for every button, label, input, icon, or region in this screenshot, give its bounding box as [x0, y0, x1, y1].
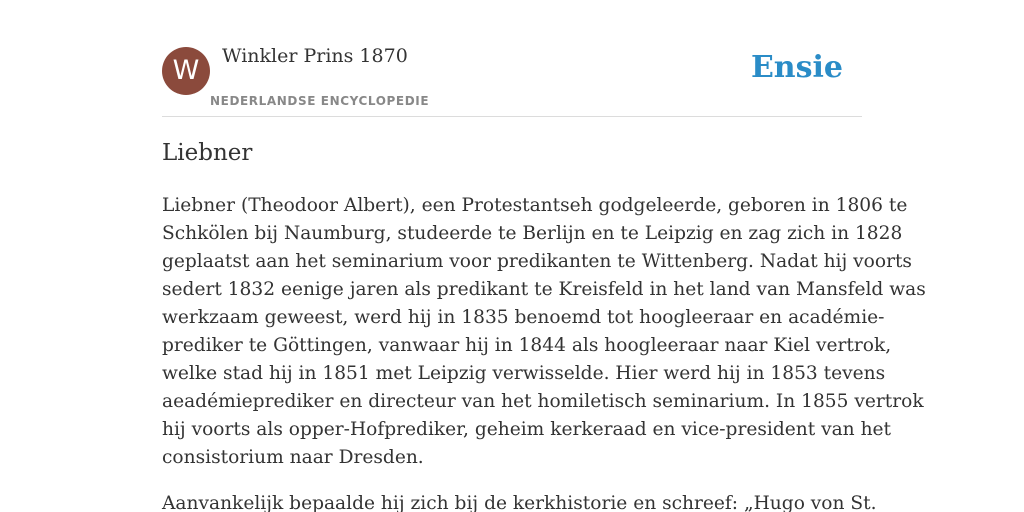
- source-avatar[interactable]: W: [162, 47, 210, 95]
- paragraph-1: [162, 192, 926, 472]
- article-body: [162, 192, 926, 512]
- source-title-link[interactable]: Winkler Prins 1870: [222, 45, 408, 67]
- article-title: Liebner: [162, 140, 253, 166]
- text-line: geplaatst aan het seminarium voor predikanten te Wittenberg. Nadat hij voorts: [162, 251, 912, 272]
- text-line: hij voorts als opper-Hofprediker, geheim kerkeraad en vice-president van het: [162, 419, 892, 440]
- text-line: consistorium naar Dresden.: [162, 447, 424, 468]
- ensie-logo-link[interactable]: Ensie: [750, 50, 843, 85]
- source-subtitle: NEDERLANDSE ENCYCLOPEDIE: [210, 94, 430, 108]
- paragraph-2: [162, 490, 877, 512]
- header: [162, 0, 862, 117]
- text-line: Schkölen bij Naumburg, studeerde te Berlijn en te Leipzig en zag zich in 1828: [162, 223, 903, 244]
- text-line: aeadémieprediker en directeur van het homiletisch seminarium. In 1855 vertrok: [162, 391, 924, 412]
- text-line: Liebner (Theodoor Albert), een Protestantseh godgeleerde, geboren in 1806 te: [162, 195, 908, 216]
- text-line: welke stad hij in 1851 met Leipzig verwisselde. Hier werd hij in 1853 tevens: [162, 363, 886, 384]
- text-line: werkzaam geweest, werd hij in 1835 benoemd tot hoogleeraar en académie-: [162, 307, 885, 328]
- text-line: Aanvankelijk bepaalde hij zich bij de kerkhistorie en schreef: „Hugo von St.: [162, 493, 877, 512]
- text-line: prediker te Göttingen, vanwaar hij in 1844 als hoogleeraar naar Kiel vertrok,: [162, 335, 892, 356]
- text-line: sedert 1832 eenige jaren als predikant te Kreisfeld in het land van Mansfeld was: [162, 279, 926, 300]
